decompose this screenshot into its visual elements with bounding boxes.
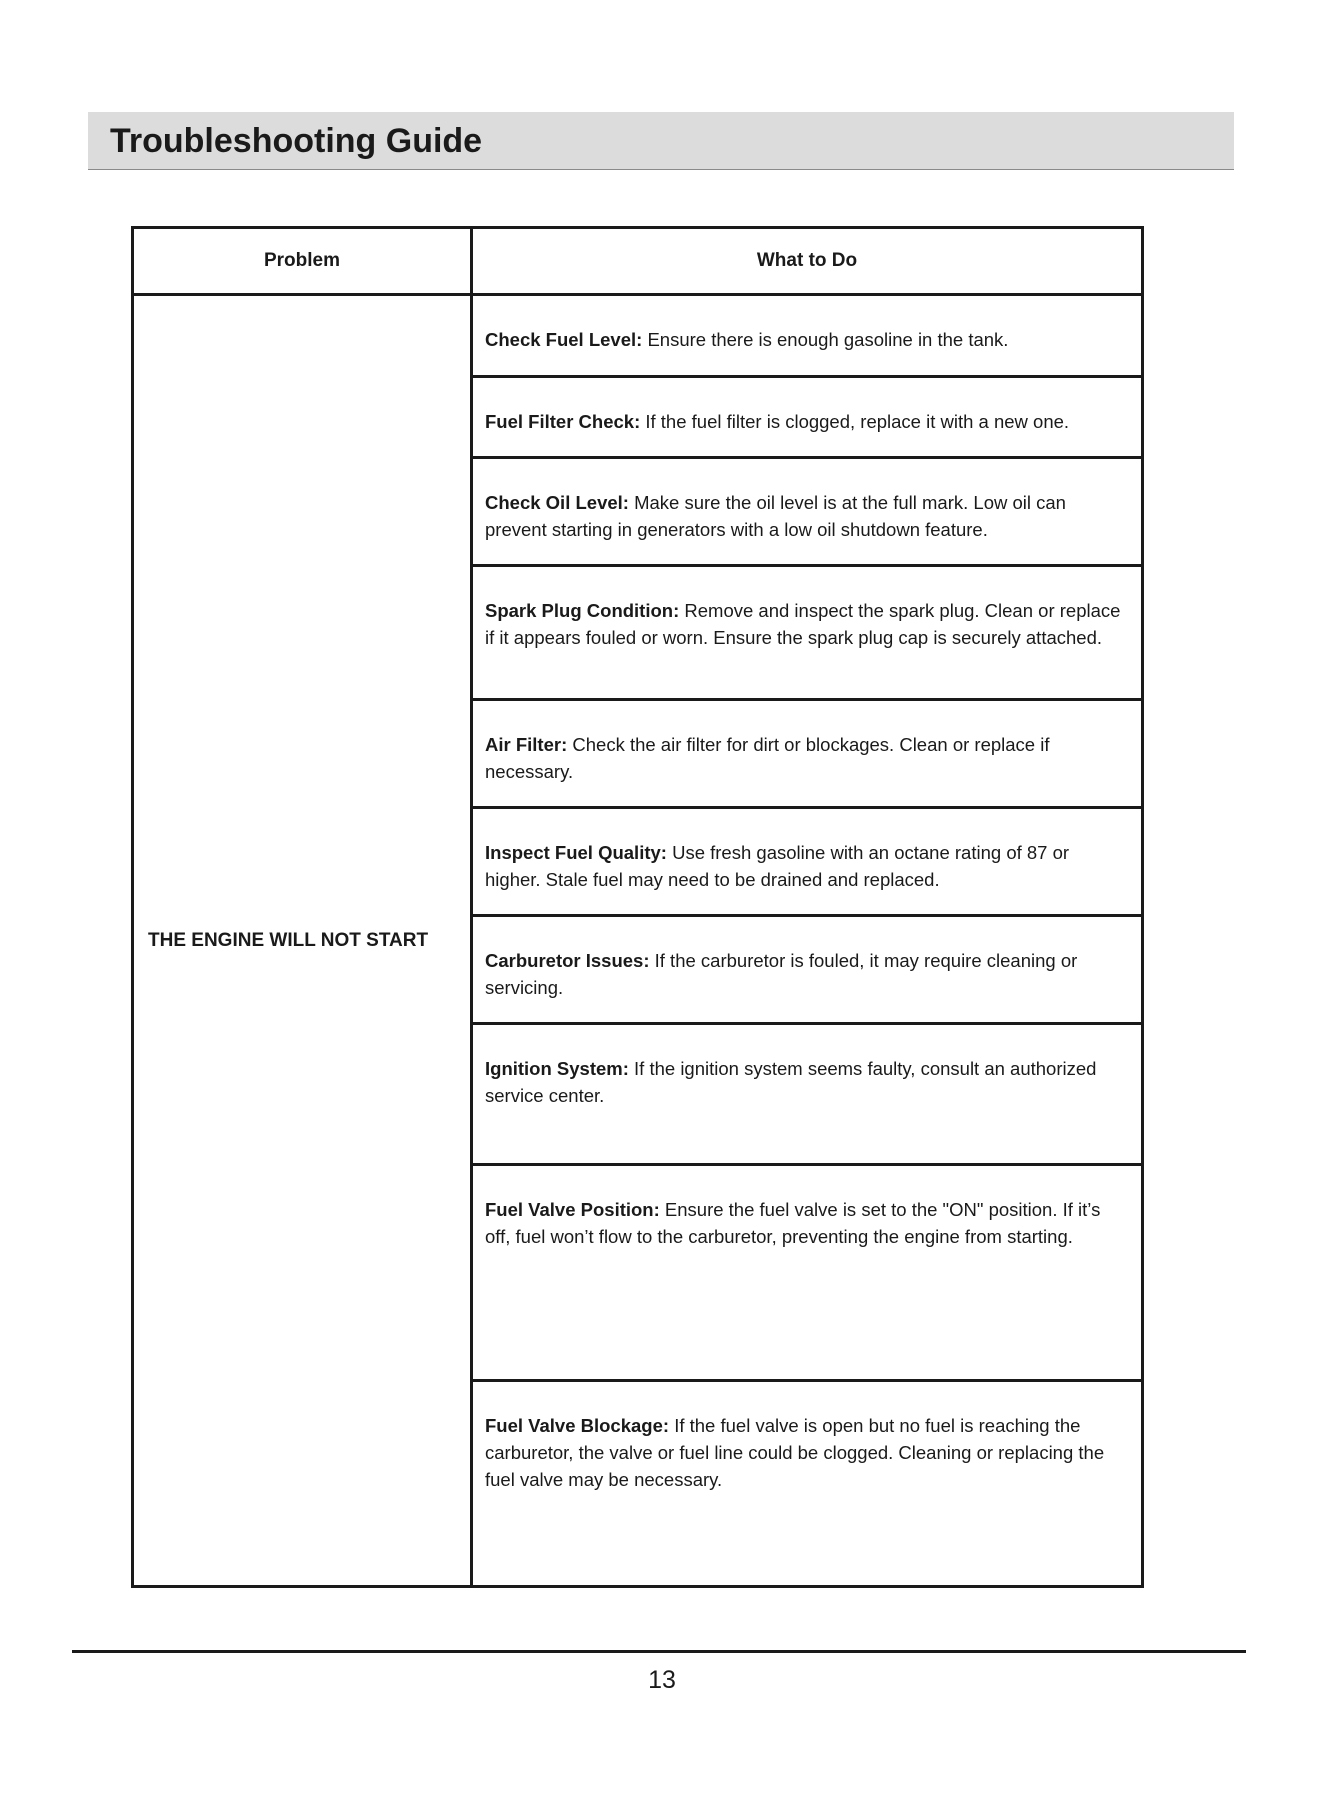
section-header (88, 112, 1234, 170)
troubleshooting-table (131, 226, 1144, 1588)
table-header-row (133, 228, 1143, 295)
step-text: Ensure there is enough gasoline in the tank. (647, 329, 1009, 350)
step-label: Air Filter: (485, 734, 568, 755)
step-cell (472, 295, 1143, 377)
step-label: Fuel Valve Blockage: (485, 1415, 670, 1436)
step-cell (472, 1024, 1143, 1165)
step-cell (472, 377, 1143, 458)
column-header-what-to-do: What to Do (472, 228, 1143, 295)
step-label: Check Fuel Level: (485, 329, 643, 350)
step-cell (472, 458, 1143, 566)
footer-divider (72, 1650, 1246, 1653)
step-text: If the carburetor is fouled, it may require cleaning or servicing. (485, 950, 1078, 998)
step-cell (472, 566, 1143, 700)
step-text: Remove and inspect the spark plug. Clean or replace if it appears fouled or worn. Ensure the spark plug cap is securely attached. (485, 600, 1121, 648)
step-text: Check the air filter for dirt or blockages. Clean or replace if necessary. (485, 734, 1050, 782)
step-label: Fuel Valve Position: (485, 1199, 660, 1220)
step-cell (472, 1165, 1143, 1381)
step-label: Carburetor Issues: (485, 950, 650, 971)
table-row (133, 295, 1143, 377)
problem-cell: THE ENGINE WILL NOT START (133, 295, 472, 1587)
step-label: Fuel Filter Check: (485, 411, 641, 432)
step-cell (472, 916, 1143, 1024)
step-label: Check Oil Level: (485, 492, 629, 513)
step-text: Make sure the oil level is at the full mark. Low oil can prevent starting in generators with a low oil shutdown feature. (485, 492, 1066, 540)
step-label: Spark Plug Condition: (485, 600, 680, 621)
step-label: Ignition System: (485, 1058, 629, 1079)
page-number: 13 (648, 1666, 676, 1694)
step-text: Use fresh gasoline with an octane rating of 87 or higher. Stale fuel may need to be drained and replaced. (485, 842, 1070, 890)
step-cell (472, 700, 1143, 808)
step-cell (472, 808, 1143, 916)
step-text: If the fuel valve is open but no fuel is reaching the carburetor, the valve or fuel line could be clogged. Cleaning or replacing the fuel valve may be necessary. (485, 1415, 1105, 1490)
step-text: Ensure the fuel valve is set to the "ON" position. If it’s off, fuel won’t flow to the carburetor, preventing the engine from starting. (485, 1199, 1101, 1247)
page-title: Troubleshooting Guide (110, 122, 483, 160)
column-header-problem: Problem (133, 228, 472, 295)
step-cell (472, 1381, 1143, 1587)
step-text: If the fuel filter is clogged, replace it with a new one. (645, 411, 1070, 432)
step-text: If the ignition system seems faulty, consult an authorized service center. (485, 1058, 1097, 1106)
step-label: Inspect Fuel Quality: (485, 842, 667, 863)
